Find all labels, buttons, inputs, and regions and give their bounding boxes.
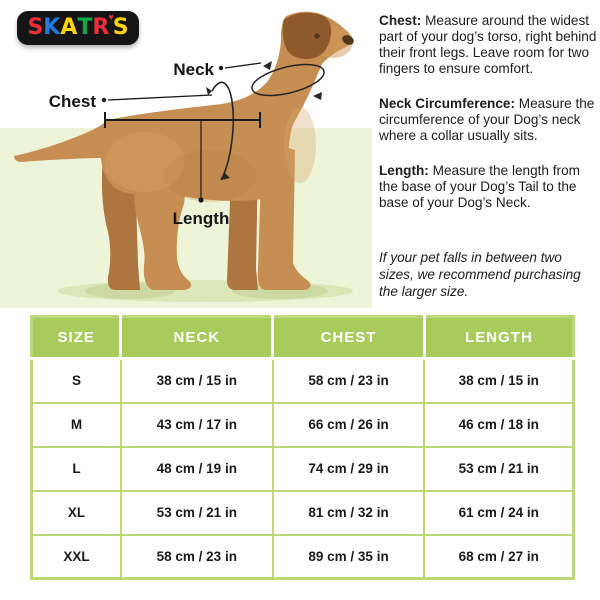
length-measure-line — [105, 112, 260, 198]
chest-instruction: Chest: Measure around the widest part of your dog’s torso, right behind their front legs. Leave room for two fingers to ensure comfort. — [379, 13, 597, 76]
chest-label: Chest — [48, 92, 96, 111]
brand-logo — [17, 11, 139, 45]
logo-letter: S — [112, 15, 129, 40]
neck-label: Neck — [173, 60, 214, 79]
neck-cell: 48 cm / 19 in — [121, 447, 273, 491]
chest-cell: 89 cm / 35 in — [273, 535, 425, 579]
table-header-row — [32, 317, 574, 359]
logo-letter: T — [77, 15, 93, 40]
header-neck: NECK — [121, 317, 273, 359]
chest-cell: 81 cm / 32 in — [273, 491, 425, 535]
table-row — [32, 535, 574, 579]
neck-pointer-line — [225, 63, 261, 68]
length-label: Length — [172, 209, 230, 228]
chest-cell: 58 cm / 23 in — [273, 359, 425, 403]
length-cell: 61 cm / 24 in — [424, 491, 573, 535]
logo-letter: R — [92, 15, 110, 40]
length-cell: 53 cm / 21 in — [424, 447, 573, 491]
size-cell: XXL — [32, 535, 121, 579]
logo-letter: S — [27, 15, 44, 40]
size-cell: S — [32, 359, 121, 403]
neck-instruction: Neck Circumference: Measure the circumference of your Dog’s neck where a collar usually sits. — [379, 96, 595, 143]
length-instruction: Length: Measure the length from the base of your Dog’s Tail to the base of your Dog’s Neck. — [379, 163, 580, 210]
chest-girth-arrow — [212, 82, 233, 180]
neck-cell: 58 cm / 23 in — [121, 535, 273, 579]
chest-pointer-line — [108, 95, 212, 100]
length-cell: 38 cm / 15 in — [424, 359, 573, 403]
header-chest: CHEST — [273, 317, 425, 359]
table-row — [32, 447, 574, 491]
logo-letter: K — [43, 15, 61, 40]
measurement-annotations — [0, 0, 372, 310]
chest-cell: 66 cm / 26 in — [273, 403, 425, 447]
size-cell: XL — [32, 491, 121, 535]
length-cell: 46 cm / 18 in — [424, 403, 573, 447]
size-cell: L — [32, 447, 121, 491]
header-size: SIZE — [32, 317, 121, 359]
size-chart-table — [30, 315, 575, 580]
heart-icon: ♥ — [108, 11, 114, 22]
logo-letter: A — [60, 15, 78, 40]
neck-cell: 53 cm / 21 in — [121, 491, 273, 535]
size-cell: M — [32, 403, 121, 447]
table-row — [32, 359, 574, 403]
chest-cell: 74 cm / 29 in — [273, 447, 425, 491]
sizing-note: If your pet falls in between two sizes, we recommend purchasing the larger size. — [379, 250, 581, 299]
table-row — [32, 403, 574, 447]
header-length: LENGTH — [424, 317, 573, 359]
measuring-instructions — [379, 13, 597, 230]
neck-cell: 38 cm / 15 in — [121, 359, 273, 403]
neck-cell: 43 cm / 17 in — [121, 403, 273, 447]
length-cell: 68 cm / 27 in — [424, 535, 573, 579]
table-row — [32, 491, 574, 535]
